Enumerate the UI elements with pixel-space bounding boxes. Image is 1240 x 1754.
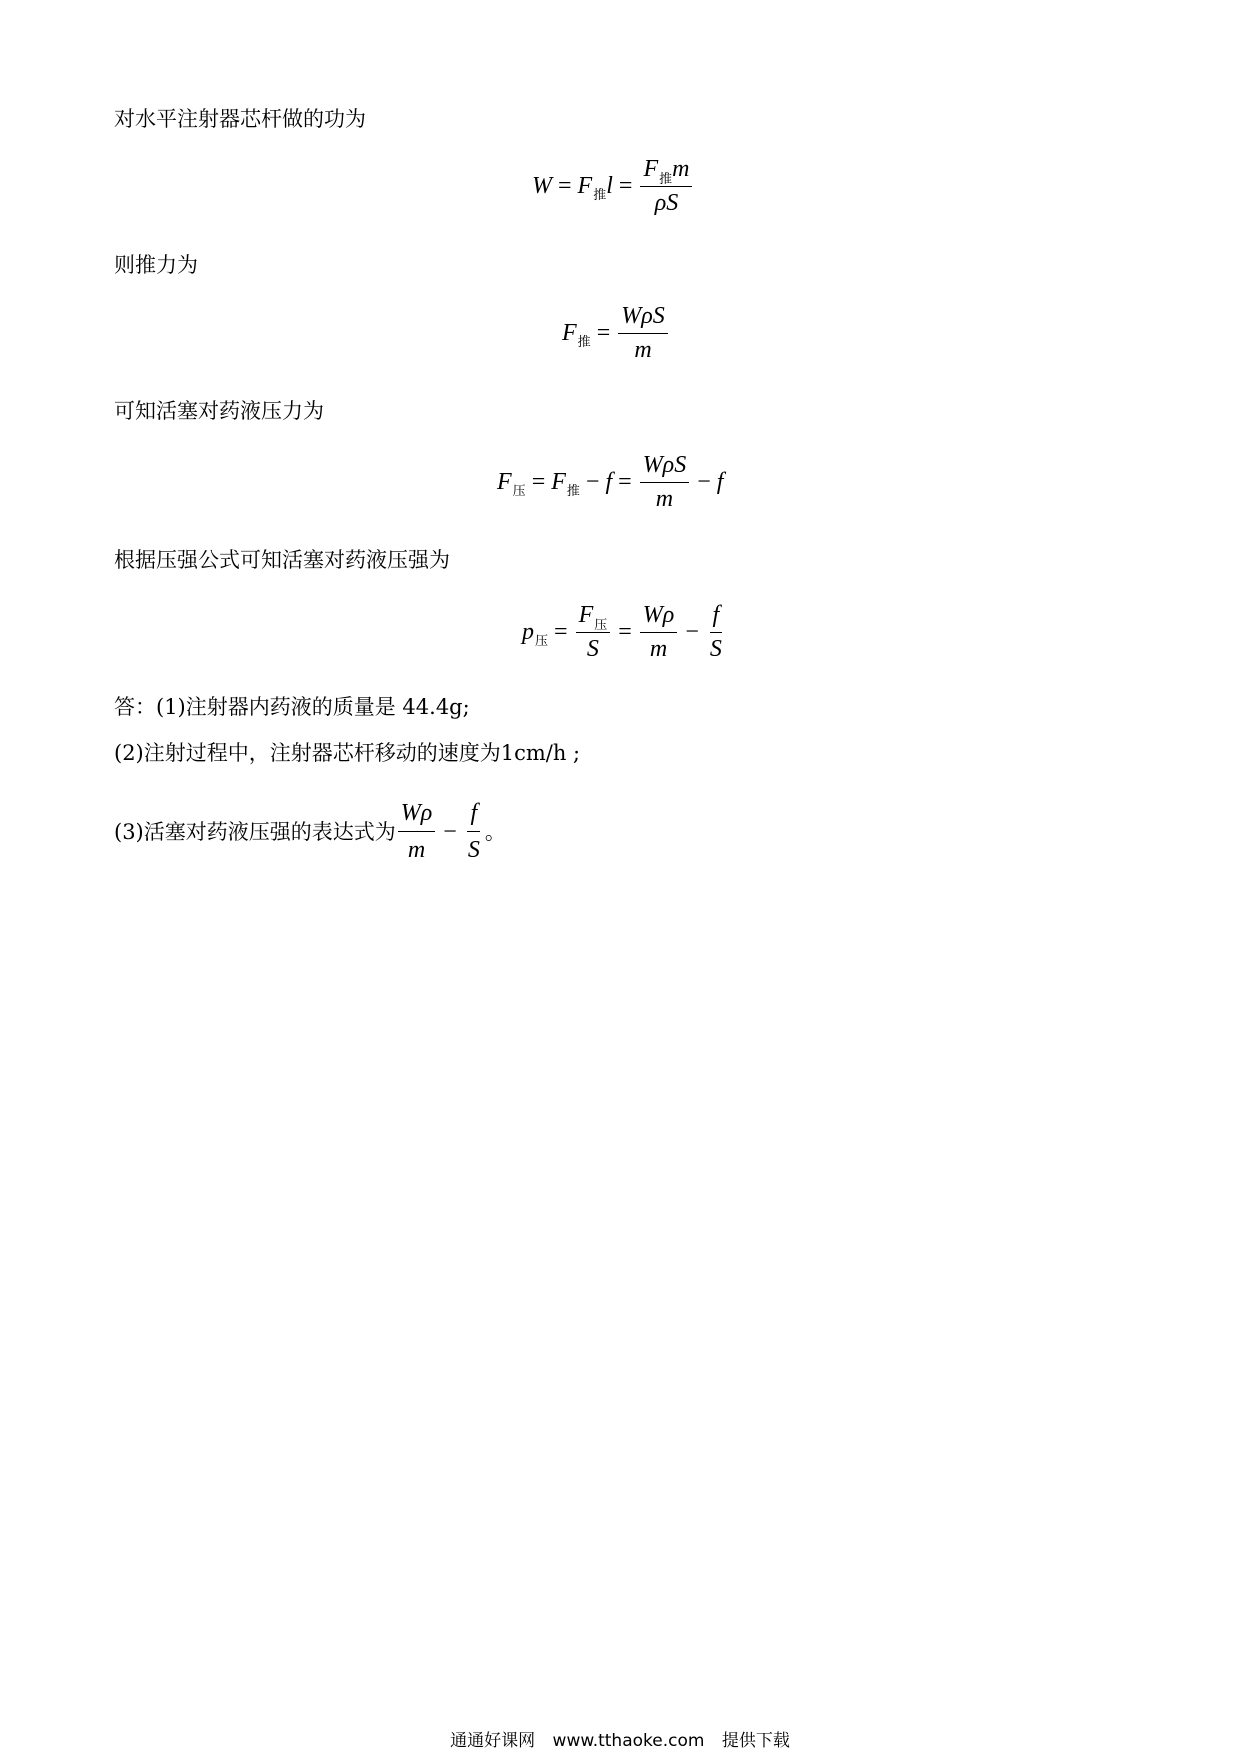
denominator-S: S — [467, 837, 480, 863]
page-footer — [0, 1726, 1240, 1751]
footer-action: 提供下载 — [721, 1731, 790, 1751]
footer-url[interactable]: www.tthaoke.com — [552, 1731, 705, 1751]
answer-3-expression — [396, 798, 485, 865]
answer-2-text: (2)注射过程中，注射器芯杆移动的速度为1cm/h ; — [114, 741, 581, 765]
denominator-m: m — [655, 486, 674, 512]
minus-sign: − — [443, 818, 457, 845]
symbol-F: F — [577, 173, 593, 199]
denominator-m: m — [634, 337, 652, 363]
fraction — [640, 156, 692, 217]
symbol-f: f — [605, 469, 613, 495]
pressure-force-intro-text: 可知活塞对药液压力为 — [114, 399, 324, 423]
subscript-push: 推 — [659, 171, 673, 186]
equation-pressure — [522, 602, 727, 663]
answer-3-suffix: 。 — [484, 819, 506, 844]
symbol-f: f — [716, 469, 724, 495]
symbol-F: F — [643, 156, 659, 182]
fraction — [618, 303, 668, 364]
denominator-m: m — [649, 636, 668, 662]
work-intro-text: 对水平注射器芯杆做的功为 — [114, 107, 366, 131]
fraction — [640, 602, 678, 663]
symbol-F: F — [562, 320, 577, 346]
equals-sign: = — [618, 173, 633, 199]
subscript-push: 推 — [577, 334, 591, 349]
minus-sign: − — [697, 469, 711, 495]
symbol-W: W — [532, 173, 552, 199]
denominator-m: m — [407, 837, 426, 863]
fraction — [640, 452, 690, 513]
fraction — [707, 602, 725, 663]
denominator-S: S — [586, 636, 599, 662]
equation-pressure-force — [497, 452, 723, 513]
equals-sign: = — [554, 619, 568, 645]
fraction — [576, 602, 611, 663]
equation-work — [532, 156, 694, 217]
answer-1-text: 答：(1)注射器内药液的质量是 44.4g; — [114, 695, 470, 719]
numerator-W-rho-S: WρS — [618, 303, 668, 334]
subscript-push: 推 — [593, 187, 607, 202]
symbol-F: F — [497, 469, 512, 495]
minus-sign: − — [685, 619, 699, 645]
equation-push-force — [562, 303, 670, 364]
subscript-press: 压 — [535, 633, 549, 648]
numerator-f: f — [710, 602, 723, 633]
symbol-F: F — [551, 469, 566, 495]
equals-sign: = — [618, 619, 632, 645]
denominator-rho-S: ρS — [654, 190, 679, 216]
symbol-m: m — [672, 156, 690, 182]
subscript-press: 压 — [512, 483, 526, 498]
symbol-p: p — [522, 619, 534, 645]
subscript-press: 压 — [594, 617, 608, 632]
footer-site-name: 通通好课网 — [450, 1731, 536, 1751]
numerator-W-rho: Wρ — [640, 602, 678, 633]
pressure-intro-text: 根据压强公式可知活塞对药液压强为 — [114, 548, 450, 572]
denominator-S: S — [709, 636, 722, 662]
answer-3-prefix: (3)活塞对药液压强的表达式为 — [114, 819, 396, 844]
equals-sign: = — [558, 173, 572, 199]
fraction — [465, 798, 483, 865]
symbol-l: l — [606, 173, 613, 199]
symbol-F: F — [578, 602, 594, 628]
subscript-push: 推 — [566, 483, 580, 498]
equals-sign: = — [531, 469, 546, 495]
numerator-f: f — [467, 798, 480, 832]
fraction — [398, 798, 436, 865]
push-intro-text: 则推力为 — [114, 253, 198, 277]
equals-sign: = — [596, 320, 611, 346]
numerator-W-rho-S: WρS — [640, 452, 690, 483]
answer-3-line — [114, 798, 506, 865]
numerator-W-rho: Wρ — [398, 798, 436, 832]
equals-sign: = — [618, 469, 632, 495]
minus-sign: − — [585, 469, 600, 495]
